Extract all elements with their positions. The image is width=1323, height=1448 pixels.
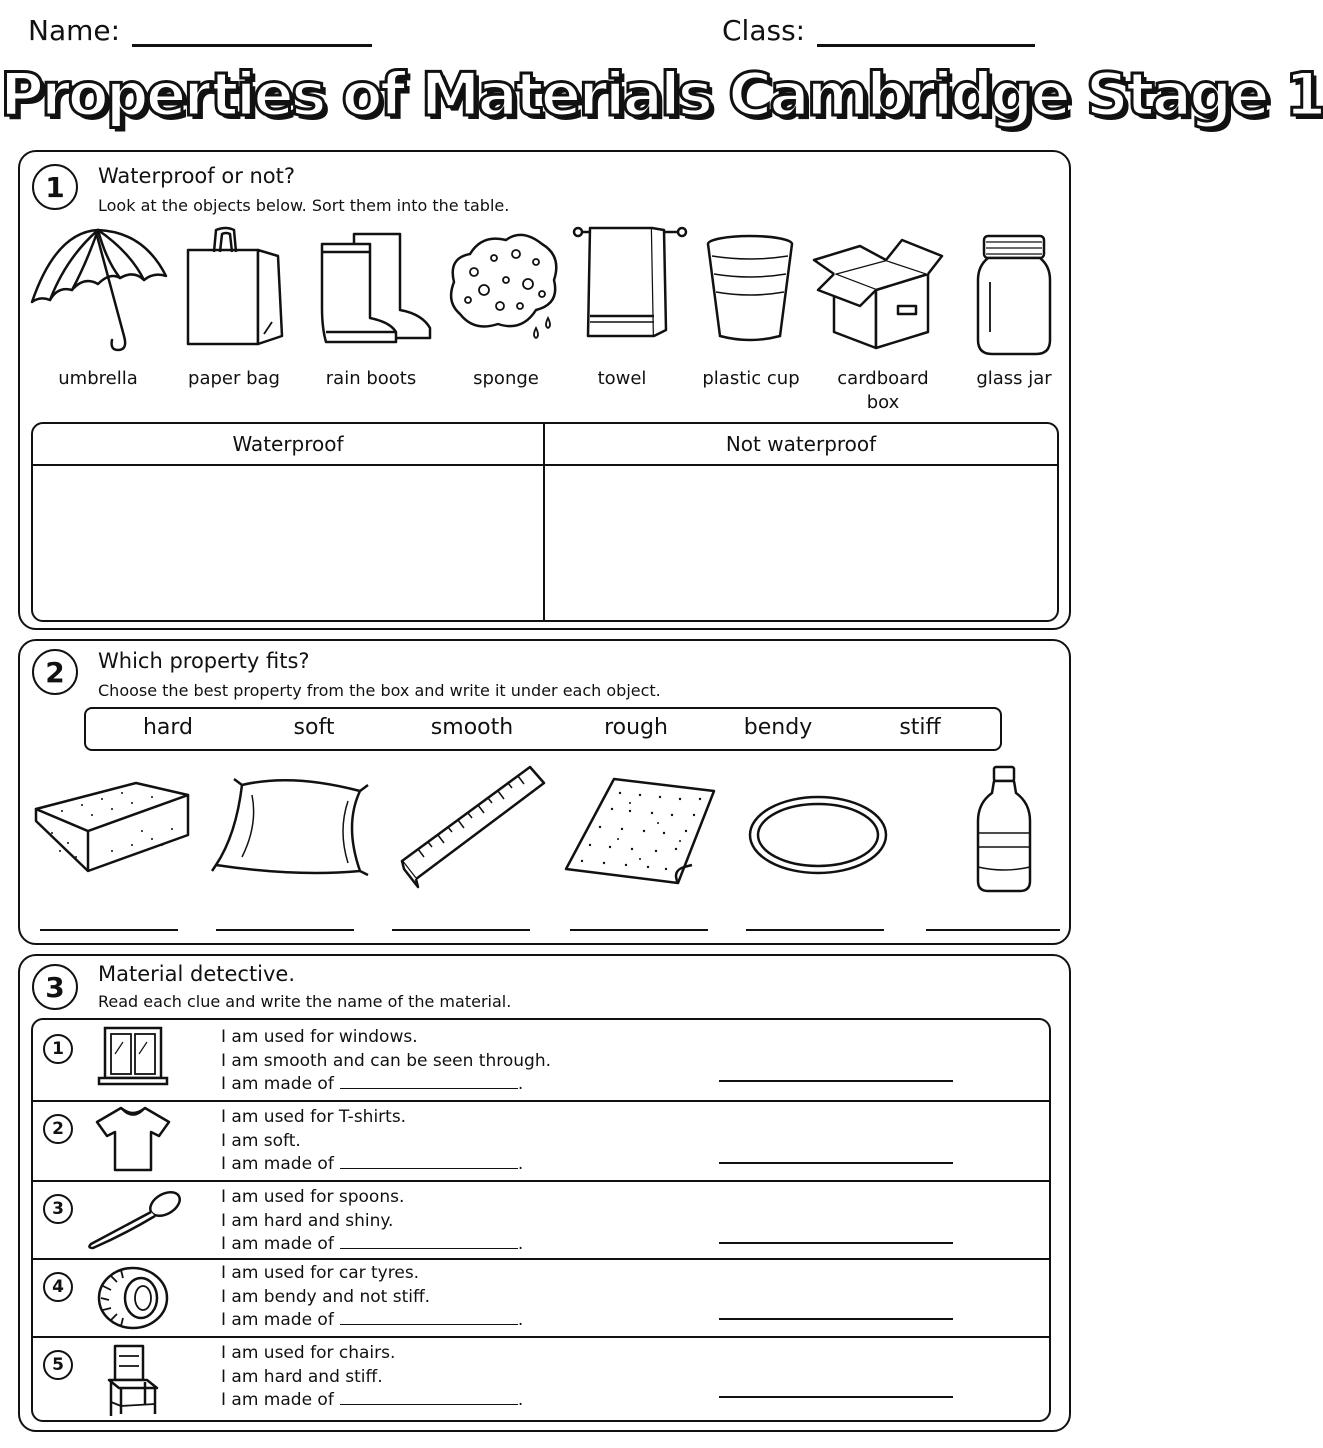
clue-number: 4 xyxy=(43,1272,73,1302)
inline-blank[interactable] xyxy=(340,1233,518,1249)
cardboard-box-icon xyxy=(810,230,946,350)
column-header-not-waterproof: Not waterproof xyxy=(545,424,1057,466)
object-label: sponge xyxy=(473,368,539,389)
worksheet-title: Properties of Materials Cambridge Stage 1 xyxy=(0,60,1323,130)
clue-row: 4 I am used for car tyres. I am bendy and not stiff. I am made of . xyxy=(33,1258,1049,1336)
chair-icon xyxy=(101,1342,165,1422)
answer-line[interactable] xyxy=(719,1396,953,1398)
answer-line-bottle[interactable] xyxy=(926,929,1060,931)
clue-line: I am used for chairs. xyxy=(221,1343,396,1363)
section-instruction: Look at the objects below. Sort them into the table. xyxy=(98,196,510,215)
word-bendy: bendy xyxy=(743,715,813,740)
clue-line: I am made of xyxy=(221,1310,334,1330)
column-header-waterproof: Waterproof xyxy=(33,424,543,466)
clue-line: I am used for spoons. xyxy=(221,1187,405,1207)
name-label: Name: xyxy=(28,14,121,47)
section-property xyxy=(18,639,1071,945)
plastic-bottle-icon xyxy=(974,763,1034,895)
rain-boots-icon xyxy=(312,228,436,346)
object-label: umbrella xyxy=(58,368,138,389)
glass-jar-icon xyxy=(974,232,1054,358)
inline-blank[interactable] xyxy=(340,1073,518,1089)
section-instruction: Choose the best property from the box and write it under each object. xyxy=(98,681,661,700)
window-icon xyxy=(93,1024,173,1094)
section-number: 1 xyxy=(32,164,78,210)
waterproof-answer-area[interactable] xyxy=(33,468,543,620)
class-row xyxy=(722,14,1035,47)
object-label: plastic cup xyxy=(702,368,800,389)
object-label: rain boots xyxy=(325,368,417,389)
spoon-icon xyxy=(85,1188,185,1256)
clue-line: I am hard and stiff. xyxy=(221,1366,383,1387)
word-hard: hard xyxy=(142,715,194,740)
ruler-icon xyxy=(396,761,548,889)
clue-line: I am made of xyxy=(221,1390,334,1410)
pillow-icon xyxy=(212,775,372,879)
clue-number: 1 xyxy=(43,1034,73,1064)
name-row xyxy=(28,14,372,47)
section-waterproof xyxy=(18,150,1071,630)
section-number: 2 xyxy=(32,649,78,695)
umbrella-icon xyxy=(26,224,170,356)
section-material-detective xyxy=(18,954,1071,1432)
answer-line[interactable] xyxy=(719,1162,953,1164)
clue-line: I am soft. xyxy=(221,1130,301,1151)
clue-line: I am made of xyxy=(221,1234,334,1254)
brick-icon xyxy=(32,781,192,877)
clue-line: I am bendy and not stiff. xyxy=(221,1286,431,1307)
clue-number: 3 xyxy=(43,1194,73,1224)
t-shirt-icon xyxy=(93,1104,173,1178)
clue-line: I am made of xyxy=(221,1074,334,1094)
word-stiff: stiff xyxy=(899,715,941,740)
object-label: glass jar xyxy=(976,368,1052,389)
clue-row: 3 I am used for spoons. I am hard and shiny. I am made of . xyxy=(33,1180,1049,1258)
section-instruction: Read each clue and write the name of the material. xyxy=(98,992,512,1011)
word-smooth: smooth xyxy=(430,715,514,740)
section-title: Material detective. xyxy=(98,962,296,986)
answer-line-rubber-band[interactable] xyxy=(746,929,884,931)
word-soft: soft xyxy=(293,715,335,740)
answer-line[interactable] xyxy=(719,1318,953,1320)
answer-line-sandpaper[interactable] xyxy=(570,929,708,931)
answer-line[interactable] xyxy=(719,1080,953,1082)
clue-row: 2 I am used for T-shirts. I am soft. I am made of . xyxy=(33,1100,1049,1180)
answer-line-ruler[interactable] xyxy=(392,929,530,931)
not-waterproof-answer-area[interactable] xyxy=(545,468,1057,620)
object-label: cardboard xyxy=(837,368,929,389)
word-bank xyxy=(84,707,1002,751)
object-label: towel xyxy=(597,368,647,389)
sponge-icon xyxy=(444,228,566,348)
section-title: Waterproof or not? xyxy=(98,164,296,188)
clue-line: I am smooth and can be seen through. xyxy=(221,1050,551,1071)
word-rough: rough xyxy=(604,715,668,740)
clue-row: 5 I am used for chairs. I am hard and stiff. I am made of . xyxy=(33,1336,1049,1422)
name-field[interactable] xyxy=(132,19,372,47)
sandpaper-icon xyxy=(560,775,720,887)
clue-line: I am hard and shiny. xyxy=(221,1210,394,1231)
class-field[interactable] xyxy=(817,19,1035,47)
inline-blank[interactable] xyxy=(340,1309,518,1325)
sort-table xyxy=(31,422,1059,622)
clue-table xyxy=(31,1018,1051,1422)
class-label: Class: xyxy=(722,14,806,47)
towel-icon xyxy=(572,220,688,344)
rubber-band-icon xyxy=(746,793,890,877)
clue-number: 2 xyxy=(43,1114,73,1144)
clue-line: I am made of xyxy=(221,1154,334,1174)
section-number: 3 xyxy=(32,964,78,1010)
answer-line-pillow[interactable] xyxy=(216,929,354,931)
answer-line-brick[interactable] xyxy=(40,929,178,931)
clue-line: I am used for T-shirts. xyxy=(221,1107,407,1127)
tyre-icon xyxy=(93,1264,173,1336)
paper-bag-icon xyxy=(180,224,286,348)
section-title: Which property fits? xyxy=(98,649,310,673)
clue-number: 5 xyxy=(43,1350,73,1380)
inline-blank[interactable] xyxy=(340,1153,518,1169)
inline-blank[interactable] xyxy=(340,1389,518,1405)
clue-line: I am used for windows. xyxy=(221,1027,418,1047)
clue-line: I am used for car tyres. xyxy=(221,1263,420,1283)
clue-row: 1 I am used for windows. I am smooth and can be seen through. I am made of . xyxy=(33,1020,1049,1100)
object-label: paper bag xyxy=(188,368,280,389)
plastic-cup-icon xyxy=(704,232,796,344)
answer-line[interactable] xyxy=(719,1242,953,1244)
object-label-line2: box xyxy=(866,392,900,413)
